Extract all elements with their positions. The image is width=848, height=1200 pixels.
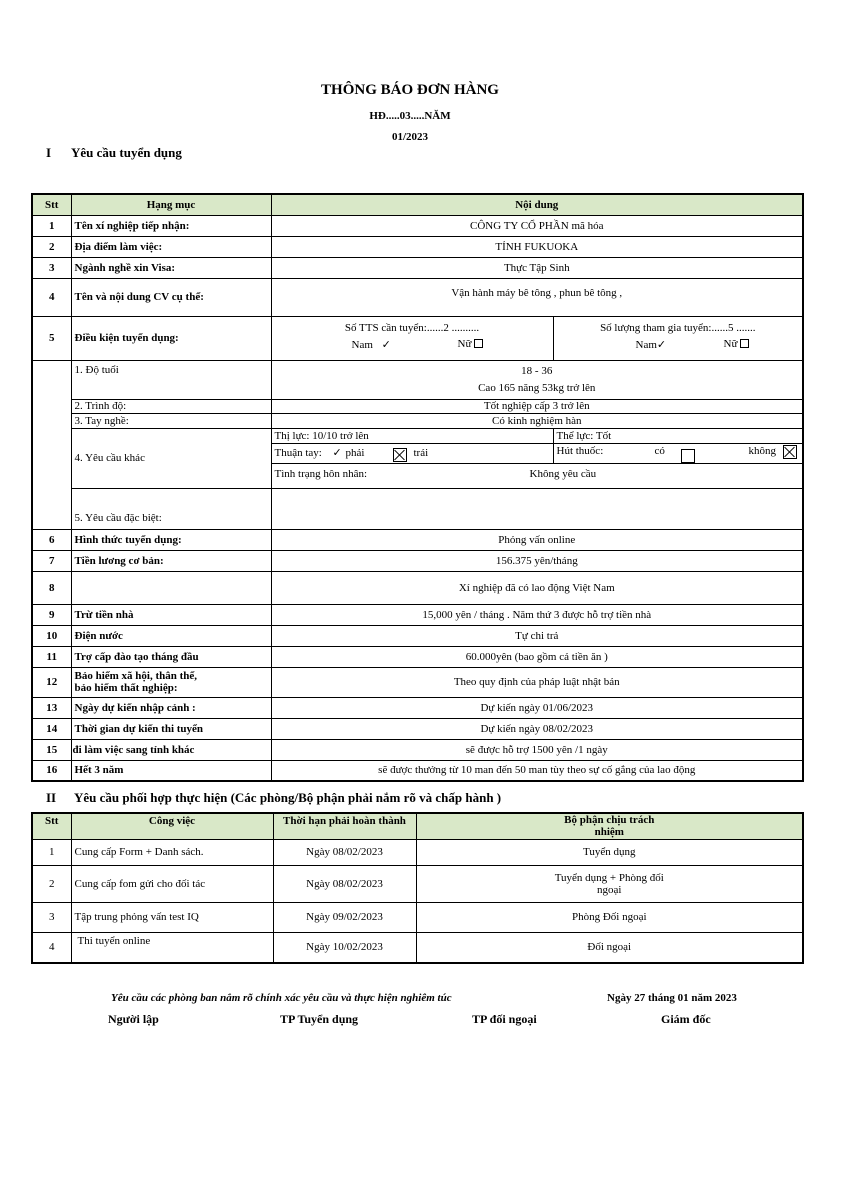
col-header-item: Hạng mục	[71, 194, 271, 215]
table-row	[32, 257, 803, 278]
row-stt: 11	[32, 646, 71, 667]
row-label	[71, 571, 271, 604]
check-icon: ✓	[381, 338, 391, 351]
marital-value: Không yêu cầu	[529, 467, 597, 480]
marital-label: Tình trạng hôn nhân:	[274, 467, 368, 480]
section-2-title: Yêu cầu phối hợp thực hiện (Các phòng/Bộ phận phải nắm rõ và chấp hành )	[74, 790, 502, 805]
section-1-title: Yêu cầu tuyển dụng	[71, 145, 182, 160]
row-label: Tên và nội dung CV cụ thể:	[71, 278, 271, 316]
table-row	[32, 902, 803, 932]
row-value: 156.375 yên/tháng	[271, 550, 803, 571]
left-hand-label: trái	[413, 446, 429, 459]
task-stt: 2	[32, 865, 71, 902]
table-row	[32, 667, 803, 697]
task-dept-line-1: Đối ngoại	[587, 941, 632, 954]
table-row	[32, 718, 803, 739]
row-value: TỈNH FUKUOKA	[271, 236, 803, 257]
education-value: Tốt nghiệp cấp 3 trở lên	[271, 399, 803, 413]
row-label-line-1: Bảo hiểm xã hội, thân thể,	[74, 670, 198, 682]
document-title: THÔNG BÁO ĐƠN HÀNG	[321, 82, 499, 98]
female-label: Nữ	[723, 337, 738, 350]
task-deadline: Ngày 10/02/2023	[273, 932, 416, 963]
row-label: Ngành nghề xin Visa:	[71, 257, 271, 278]
row-value: sẽ được hỗ trợ 1500 yên /1 ngày	[271, 739, 803, 760]
col-header-stt: Stt	[32, 194, 71, 215]
col-header-task: Công việc	[71, 813, 273, 839]
task-stt: 4	[32, 932, 71, 963]
section-2-roman: II	[46, 790, 57, 805]
task-dept-line-2: ngoại	[597, 883, 622, 896]
smoking-yes-label: có	[654, 444, 665, 457]
row-value: Xí nghiệp đã có lao động Việt Nam	[271, 571, 803, 604]
col-header-content: Nội dung	[271, 194, 803, 215]
height-weight-value: Cao 165 năng 53kg trở lên	[478, 381, 596, 394]
trainee-count-cell	[271, 316, 553, 360]
row-label: Hình thức tuyển dụng:	[71, 529, 271, 550]
row-value: CÔNG TY CỔ PHẦN mã hóa	[271, 215, 803, 236]
row-label: Thời gian dự kiến thi tuyển	[71, 718, 271, 739]
physique-text: Thể lực: Tốt	[553, 428, 803, 443]
task-deadline: Ngày 08/02/2023	[273, 865, 416, 902]
row-stt: 5	[32, 316, 71, 360]
col-header-dept-line-2: nhiệm	[594, 826, 624, 839]
checked-box-icon	[783, 445, 797, 459]
checked-box-icon	[393, 448, 407, 462]
table-row	[32, 625, 803, 646]
section-1-roman: I	[46, 145, 52, 160]
trainee-count-text: Số TTS cần tuyển:......2 ..........	[344, 321, 480, 334]
task-deadline: Ngày 08/02/2023	[273, 839, 416, 865]
table-row	[32, 571, 803, 604]
task-name: Tập trung phỏng vấn test IQ	[71, 902, 273, 932]
row-label: Trợ cấp đào tạo tháng đầu	[71, 646, 271, 667]
table-row	[32, 760, 803, 781]
row-stt: 1	[32, 215, 71, 236]
footer-note: Yêu cầu các phòng ban nắm rõ chính xác yêu cầu và thực hiện nghiêm túc	[111, 992, 452, 1004]
smoking-label: Hút thuốc:	[556, 444, 604, 457]
signature-recruitment-head: TP Tuyển dụng	[280, 1012, 359, 1026]
footer-date: Ngày 27 tháng 01 năm 2023	[607, 992, 737, 1004]
row-stt: 8	[32, 571, 71, 604]
smoking-no-label: không	[748, 444, 776, 457]
row-stt: 4	[32, 278, 71, 316]
table-row	[32, 839, 803, 865]
table-row	[32, 646, 803, 667]
row-value: Dự kiến ngày 01/06/2023	[271, 697, 803, 718]
coordination-table	[31, 812, 804, 964]
row-stt: 9	[32, 604, 71, 625]
handedness-label: Thuận tay:	[274, 446, 322, 459]
row-value: Theo quy định của pháp luật nhật bản	[271, 667, 803, 697]
row-stt: 14	[32, 718, 71, 739]
task-stt: 3	[32, 902, 71, 932]
row-label: Tên xí nghiệp tiếp nhận:	[71, 215, 271, 236]
task-deadline: Ngày 09/02/2023	[273, 902, 416, 932]
row-value: Phỏng vấn online	[271, 529, 803, 550]
row-label: Ngày dự kiến nhập cảnh :	[71, 697, 271, 718]
task-dept-line-1: Tuyển dụng + Phòng đối	[554, 871, 664, 884]
row-label: Trừ tiền nhà	[71, 604, 271, 625]
row-value: Dự kiến ngày 08/02/2023	[271, 718, 803, 739]
table-row	[32, 316, 803, 360]
handedness-cell	[271, 443, 553, 463]
right-hand-label: phải	[345, 446, 365, 459]
check-icon: ✓	[656, 338, 667, 351]
table-row	[32, 865, 803, 902]
row-stt: 12	[32, 667, 71, 697]
col-header-dept-line-1: Bộ phận chịu trách	[564, 814, 655, 827]
participant-count-text: Số lượng tham gia tuyển:......5 .......	[600, 321, 756, 334]
row-label-line-2: bảo hiểm thất nghiệp:	[74, 682, 178, 694]
row-label: Điều kiện tuyển dụng:	[71, 316, 271, 360]
checkbox-icon	[740, 339, 749, 348]
table-row	[32, 236, 803, 257]
row-stt: 16	[32, 760, 71, 781]
vision-text: Thị lực: 10/10 trở lên	[271, 428, 553, 443]
col-header-deadline: Thời hạn phải hoàn thành	[273, 813, 416, 839]
task-dept-line-1: Tuyển dụng	[583, 846, 636, 858]
row-value: Vận hành máy bê tông , phun bê tông ,	[271, 278, 803, 316]
age-label: 1. Độ tuổi	[71, 360, 271, 399]
skill-value: Có kinh nghiệm hàn	[271, 413, 803, 428]
checkbox-icon	[474, 339, 483, 348]
table-row	[32, 529, 803, 550]
row-value: sẽ được thưởng từ 10 man đến 50 man tùy theo sự cố gắng của lao động	[271, 760, 803, 781]
other-req-label: 4. Yêu cầu khác	[71, 428, 271, 488]
row-label: Tiền lương cơ bản:	[71, 550, 271, 571]
special-req-value	[271, 488, 803, 529]
skill-label: 3. Tay nghề:	[71, 413, 271, 428]
table-row	[32, 932, 803, 963]
table-row	[32, 739, 803, 760]
row-stt: 7	[32, 550, 71, 571]
table-row	[32, 215, 803, 236]
row-label: Điện nước	[71, 625, 271, 646]
order-year: 01/2023	[391, 131, 429, 143]
task-name: Cung cấp fom gửi cho đối tác	[71, 865, 273, 902]
participant-count-cell	[553, 316, 803, 360]
unchecked-box-icon	[681, 449, 695, 463]
row-stt: 10	[32, 625, 71, 646]
marital-cell	[271, 463, 803, 488]
signature-external-head: TP đối ngoại	[472, 1012, 537, 1026]
task-name: Thi tuyển online	[71, 932, 273, 963]
row-stt: 13	[32, 697, 71, 718]
row-label: Hết 3 năm	[71, 760, 271, 781]
row-value: Tự chi trả	[271, 625, 803, 646]
row-label: đi làm việc sang tỉnh khác	[71, 739, 271, 760]
table-row	[32, 550, 803, 571]
row-label: Địa điểm làm việc:	[71, 236, 271, 257]
table-row	[32, 697, 803, 718]
row-stt: 6	[32, 529, 71, 550]
signature-creator: Người lập	[108, 1012, 159, 1026]
row-value: 60.000yên (bao gồm cả tiền ăn )	[271, 646, 803, 667]
education-label: 2. Trình độ:	[71, 399, 271, 413]
age-value: 18 - 36	[521, 364, 553, 377]
special-req-label: 5. Yêu cầu đặc biệt:	[71, 488, 271, 529]
recruitment-requirements-table	[31, 193, 804, 782]
male-label: Nam	[351, 338, 373, 351]
row-stt: 3	[32, 257, 71, 278]
smoking-cell	[553, 443, 803, 463]
table-row	[32, 278, 803, 316]
order-number: HĐ.....03.....NĂM	[369, 110, 451, 122]
row-value: Thực Tập Sinh	[271, 257, 803, 278]
row-stt: 2	[32, 236, 71, 257]
empty-stt-cell	[32, 360, 71, 529]
task-name: Cung cấp Form + Danh sách.	[71, 839, 273, 865]
task-stt: 1	[32, 839, 71, 865]
col-header-stt: Stt	[32, 813, 71, 839]
check-icon: ✓	[332, 446, 342, 459]
row-stt: 15	[32, 739, 71, 760]
task-dept-line-1: Phòng Đối ngoại	[571, 911, 647, 923]
male-label: Nam	[635, 338, 657, 351]
table-row	[32, 604, 803, 625]
row-value: 15,000 yên / tháng . Năm thứ 3 được hỗ trợ tiền nhà	[271, 604, 803, 625]
signature-director: Giám đốc	[661, 1012, 711, 1026]
female-label: Nữ	[457, 337, 472, 350]
